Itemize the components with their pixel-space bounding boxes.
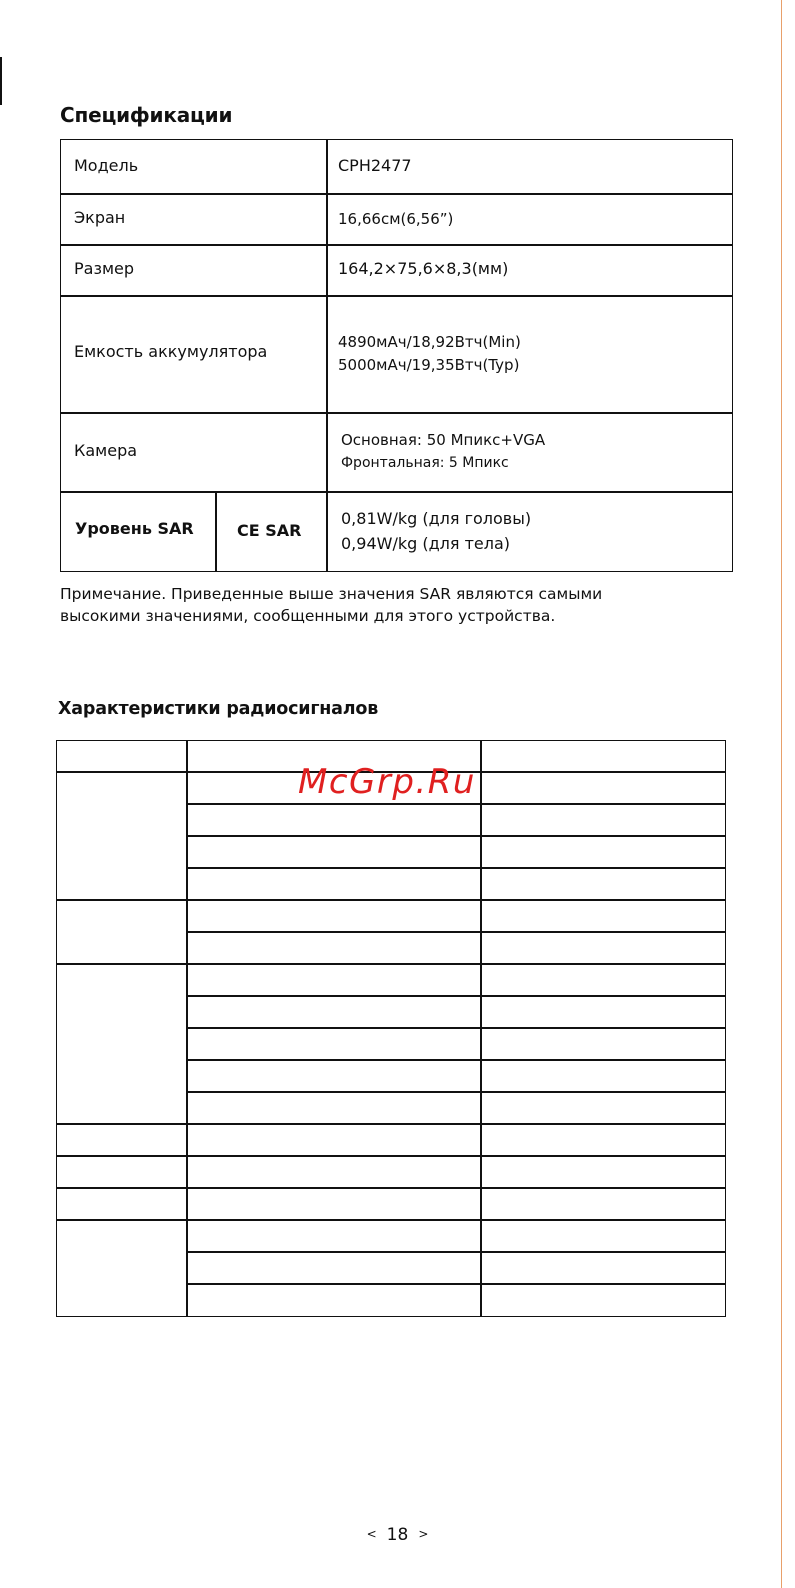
- row-divider: [186, 995, 725, 997]
- battery-value-typ: 5000мАч/19,35Втч(Typ): [338, 356, 520, 374]
- page-number-value: 18: [386, 1525, 409, 1545]
- page-right-rule: [781, 0, 782, 1588]
- camera-label: Камера: [74, 441, 138, 460]
- row-divider: [186, 1027, 725, 1029]
- row-divider: [57, 1187, 725, 1189]
- row-divider: [61, 491, 732, 493]
- watermark: McGrp.Ru: [298, 762, 476, 802]
- screen-value: 16,66см(6,56”): [338, 210, 454, 228]
- radio-table: [56, 740, 726, 1317]
- row-divider: [57, 899, 725, 901]
- size-value: 164,2×75,6×8,3(мм): [338, 259, 509, 278]
- screen-label: Экран: [74, 208, 126, 227]
- page-number: [0, 1525, 795, 1545]
- row-divider: [57, 963, 725, 965]
- row-divider: [186, 931, 725, 933]
- model-value: CPH2477: [338, 156, 412, 175]
- row-divider: [186, 835, 725, 837]
- row-divider: [57, 1155, 725, 1157]
- row-divider: [61, 412, 732, 414]
- row-divider: [186, 1091, 725, 1093]
- camera-main: Основная: 50 Мпикс+VGA: [341, 431, 546, 449]
- col-divider: [215, 491, 217, 571]
- battery-value-min: 4890мАч/18,92Втч(Min): [338, 333, 521, 351]
- model-label: Модель: [74, 156, 139, 175]
- row-divider: [186, 1251, 725, 1253]
- col-divider: [186, 741, 188, 1316]
- sar-note: [60, 583, 602, 627]
- sar-label: Уровень SAR: [75, 519, 194, 538]
- next-page-icon: >: [418, 1527, 429, 1541]
- row-divider: [61, 295, 732, 297]
- row-divider: [186, 803, 725, 805]
- row-divider: [186, 1283, 725, 1285]
- row-divider: [57, 1219, 725, 1221]
- row-divider: [186, 867, 725, 869]
- sar-body: 0,94W/kg (для тела): [341, 534, 511, 553]
- specs-title: Спецификации: [60, 103, 233, 127]
- note-line-1: Примечание. Приведенные выше значения SAR являются самыми: [60, 585, 603, 603]
- specs-table: [60, 139, 733, 572]
- radio-title: Характеристики радиосигналов: [58, 699, 379, 719]
- sar-head: 0,81W/kg (для головы): [341, 509, 532, 528]
- row-divider: [61, 244, 732, 246]
- row-divider: [61, 193, 732, 195]
- note-line-2: высокими значениями, сообщенными для этого устройства.: [60, 607, 556, 625]
- battery-label: Емкость аккумулятора: [74, 342, 268, 361]
- camera-front: Фронтальная: 5 Мпикс: [341, 455, 509, 471]
- col-divider: [480, 741, 482, 1316]
- ce-sar-label: CE SAR: [237, 521, 302, 540]
- row-divider: [186, 1059, 725, 1061]
- row-divider: [57, 1123, 725, 1125]
- prev-page-icon: <: [366, 1527, 377, 1541]
- size-label: Размер: [74, 259, 135, 278]
- page-edge-mark: [0, 57, 2, 105]
- col-divider: [326, 140, 328, 571]
